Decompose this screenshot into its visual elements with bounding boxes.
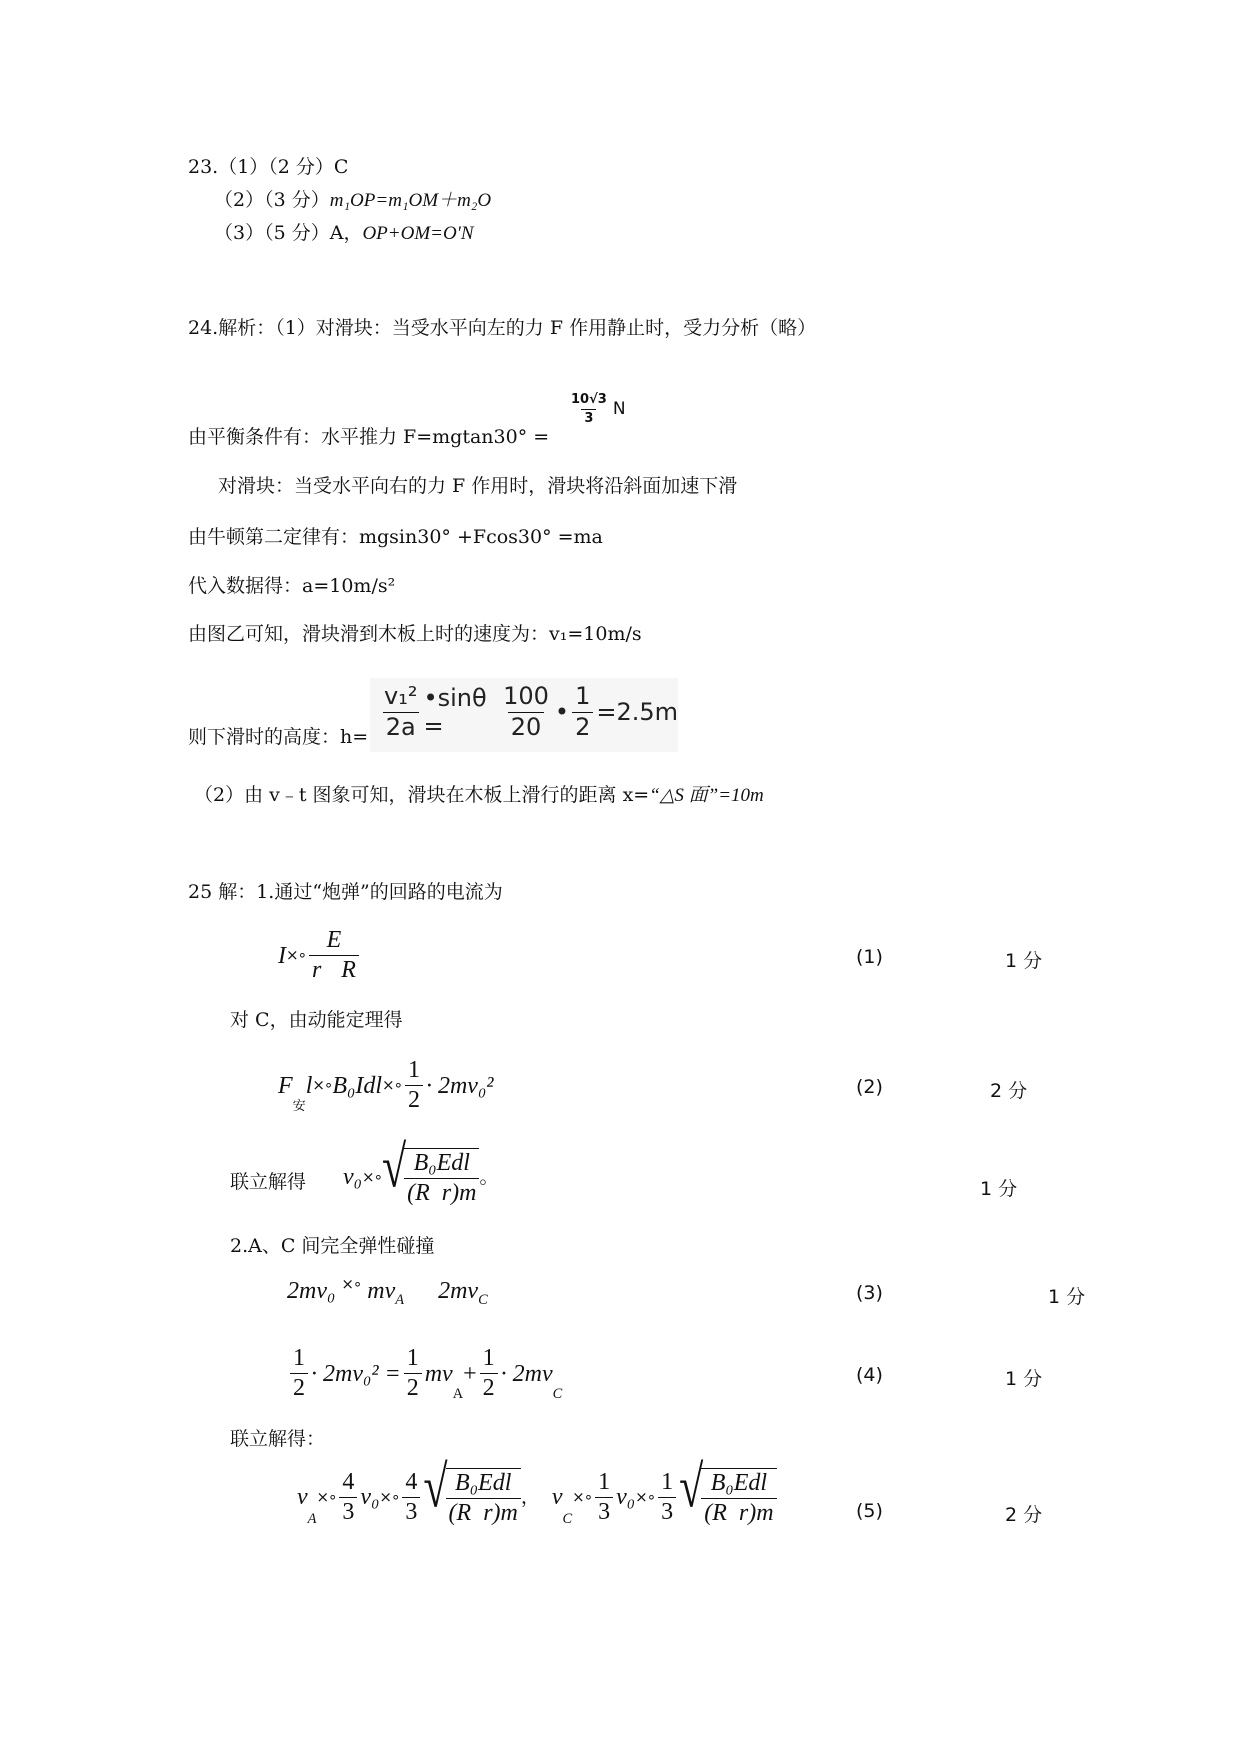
q25-eq5-score: 1 分 [1005,1368,1043,1390]
q25-eq6: v A ×∘ $\frac{4}{3}$ v₀ ×∘ $\frac{4}{3}$ √ $\frac{\text{B₀Edl}}{\text{(R r)m}}$ ， v C ×∘ $\frac{1}{3}$ v₀ ×∘ $\frac{1}{3}$ √ $\frac{\text{B₀Edl}}{\text{(R r)m}}$ [297,1468,777,1526]
q25-eq2-number: (2) [856,1076,883,1098]
q23-part3: （3）（5 分）A，OP+OM=O′N [214,222,474,244]
q25-eq4-number: (3) [856,1282,883,1304]
q24-acceleration: 代入数据得：a=10m/s² [188,575,396,597]
q25-solve-label-1: 联立解得 [230,1171,307,1193]
q25-eq1-number: (1) [856,946,883,968]
q24-part2: （2）由 v﹣t 图象可知，滑块在木板上滑行的距离 x=“△S 面”=10m [194,784,764,806]
q24-velocity: 由图乙可知，滑块滑到木板上时的速度为：v₁=10m/s [188,623,642,645]
q25-eq2: F 安 l ×∘ B₀Idl ×∘ $\frac{1}{2}$ · 2mv₀² [278,1057,494,1115]
q25-eq1: I ×∘ $\frac{E}{\text{r R}}$ [278,928,362,983]
q25-eq3: v₀ ×∘ √ $\frac{\text{B₀Edl}}{\text{(R r)m}}$ 。 [343,1133,499,1207]
q25-eq1-score: 1 分 [1005,950,1043,972]
q25-eq5: $\frac{1}{2}$ · 2mv₀² = $\frac{1}{2}$ mv A + $\frac{1}{2}$ · 2mv C [287,1346,562,1401]
q24-equilibrium: 由平衡条件有：水平推力 F=mgtan30° = [188,426,550,448]
q24-right-force: 对滑块：当受水平向右的力 F 作用时，滑块将沿斜面加速下滑 [218,475,738,497]
q24-newton: 由牛顿第二定律有：mgsin30° +Fcos30° =ma [188,526,603,548]
q25-eq6-number: (5) [856,1500,883,1522]
q25-solve-label-2: 联立解得： [230,1428,326,1450]
q24-force-value-image: $\frac{10√3}{3}$ N [565,393,627,433]
q23-part1: 23.（1）（2 分）C [188,156,349,178]
q25-eq3-score: 1 分 [980,1178,1018,1200]
q25-eq4-score: 1 分 [1048,1286,1086,1308]
q24-height-label: 则下滑时的高度：h= [188,726,369,748]
q24-height-equation-image: $\frac{\text{v₁²}}{2a}$ •sinθ = $\frac{100}{20}$ • $\frac{1}{2}$ =2.5m [370,678,678,752]
q25-eq2-score: 2 分 [990,1080,1028,1102]
q24-intro: 24.解析：（1）对滑块：当受水平向左的力 F 作用静止时，受力分析（略） [188,317,817,339]
q25-collision: 2.A、C 间完全弹性碰撞 [230,1235,435,1257]
q25-eq5-number: (4) [856,1364,883,1386]
q25-eq4: 2mv₀ ×∘ $mv_A$ $2mv_C$ [287,1275,488,1308]
q23-part2: （2）（3 分）m₁OP=m₁OM＋m₂O [214,189,492,211]
q25-kinetic-theorem: 对 C，由动能定理得 [230,1009,403,1031]
q25-title: 25 解：1.通过“炮弹”的回路的电流为 [188,881,503,903]
q25-eq6-score: 2 分 [1005,1504,1043,1526]
